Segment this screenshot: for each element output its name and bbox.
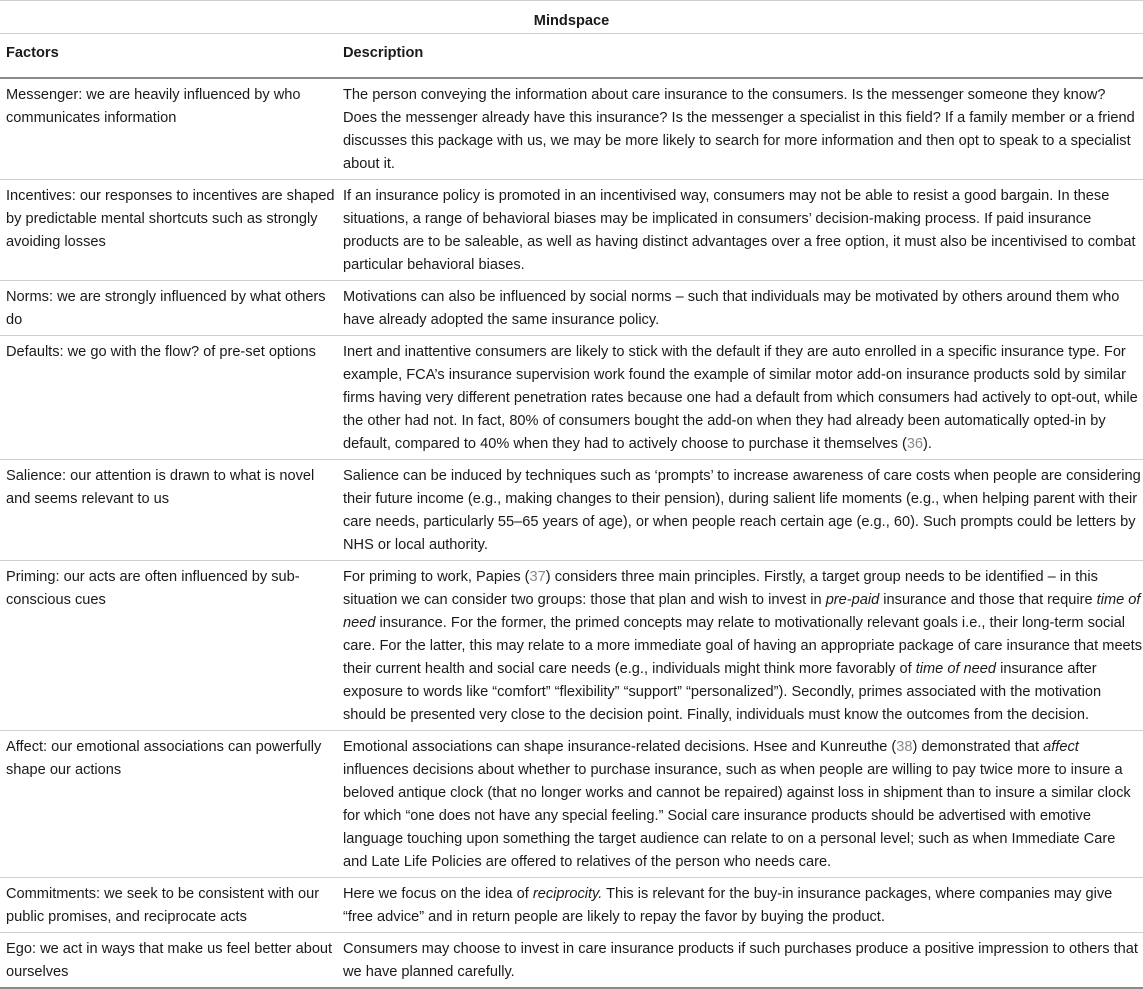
table-row (0, 877, 1143, 932)
description-text: insurance and those that require (879, 591, 1097, 608)
description-cell (335, 730, 1143, 877)
table-header-row (0, 34, 1143, 78)
emphasis-text: reciprocity. (532, 885, 603, 902)
description-text: Consumers may choose to invest in care insurance products if such purchases produce a positive impression to others that we have planned carefully. (343, 940, 1138, 980)
description-text: This is relevant for the buy-in insurance packages, where companies may give “free advice” and in return people are likely to repay the favor by buying the product. (343, 885, 1113, 925)
table-row (0, 78, 1143, 180)
description-cell (335, 280, 1143, 335)
table-row (0, 730, 1143, 877)
emphasis-text: time of need (915, 660, 997, 677)
description-text: ). (923, 435, 932, 452)
factor-cell: Defaults: we go with the flow? of pre-set options (6, 343, 316, 360)
description-cell (335, 932, 1143, 988)
factor-cell: Norms: we are strongly influenced by what others do (6, 288, 326, 328)
header-factors: Factors (0, 34, 335, 78)
description-text: insurance after exposure to words like “comfort” “flexibility” “support” “personalized”). Secondly, primes associated with the motivation should be presented very close to the decision point. Finally, individuals must know the outcomes from the decision. (343, 660, 1102, 723)
emphasis-text: affect (1043, 738, 1079, 755)
table-title: Mindspace (0, 1, 1143, 34)
description-text: Motivations can also be influenced by social norms – such that individuals may be motivated by others around them who have already adopted the same insurance policy. (343, 288, 1120, 328)
description-text: Here we focus on the idea of (343, 885, 533, 902)
factor-cell: Commitments: we seek to be consistent with our public promises, and reciprocate acts (6, 885, 320, 925)
description-cell (335, 335, 1143, 459)
description-text: Emotional associations can shape insurance-related decisions. Hsee and Kunreuthe ( (343, 738, 897, 755)
description-text: Salience can be induced by techniques such as ‘prompts’ to increase awareness of care costs when people are considering their future income (e.g., making changes to their pension), during salient life moments (e.g., when helping parent with their care needs, particularly 55–65 years of age), or when people reach certain age (e.g., 60). Such prompts could be letters by NHS or local authority. (343, 467, 1141, 553)
table-row (0, 280, 1143, 335)
emphasis-text: pre-paid (825, 591, 880, 608)
description-text: Inert and inattentive consumers are likely to stick with the default if they are auto enrolled in a specific insurance type. For example, FCA’s insurance supervision work found the example of similar motor add-on insurance products sold by similar firms having very different penetration rates because one had a default from which consumers had actively to opt-out, while the other had not. In fact, 80% of consumers bought the add-on when they had already been automatically opted-in by default, compared to 40% when they had to actively choose to purchase it themselves ( (343, 343, 1138, 452)
reference-link[interactable]: 37 (529, 568, 546, 585)
factor-cell: Priming: our acts are often influenced by sub-conscious cues (6, 568, 300, 608)
description-text: For priming to work, Papies ( (343, 568, 530, 585)
description-text: ) demonstrated that (912, 738, 1044, 755)
description-text: influences decisions about whether to purchase insurance, such as when people are willing to pay twice more to insure a beloved antique clock (that no longer works and cannot be repaired) against loss in shipment than to insure a similar clock for which “one does not have any special feeling.” Social care insurance products should be advertised with emotive language touching upon something the target audience can relate to on a personal level; such as when Immediate Care and Late Life Policies are offered to relatives of the person who needs care. (343, 761, 1131, 870)
description-cell (335, 459, 1143, 560)
factor-cell: Incentives: our responses to incentives are shaped by predictable mental shortcuts such as strongly avoiding losses (6, 187, 335, 250)
emphasis-text: time of need (343, 591, 1141, 631)
description-text: ) considers three main principles. Firstly, a target group needs to be identified – in this situation we can consider two groups: those that plan and wish to invest in (343, 568, 1098, 608)
factor-cell: Salience: our attention is drawn to what is novel and seems relevant to us (6, 467, 315, 507)
table-row (0, 932, 1143, 988)
table-row (0, 459, 1143, 560)
factor-cell: Ego: we act in ways that make us feel better about ourselves (6, 940, 333, 980)
factor-cell: Messenger: we are heavily influenced by who communicates information (6, 86, 301, 126)
description-cell (335, 179, 1143, 280)
description-cell (335, 877, 1143, 932)
table-row (0, 179, 1143, 280)
reference-link[interactable]: 36 (906, 435, 924, 452)
factor-cell: Affect: our emotional associations can powerfully shape our actions (6, 738, 322, 778)
description-text: If an insurance policy is promoted in an incentivised way, consumers may not be able to resist a good bargain. In these situations, a range of behavioral biases may be implicated in consumers’ decision-making process. If paid insurance products are to be saleable, as well as having distinct advantages over a free option, it must also be incentivised to combat particular behavioral biases. (343, 187, 1136, 273)
header-description: Description (335, 34, 1143, 78)
description-text: insurance. For the former, the primed concepts may relate to motivationally relevant goals i.e., their long-term social care. For the latter, this may relate to a more immediate goal of having an appropriate package of care insurance that meets their current health and social care needs (e.g., individuals might think more favorably of (343, 614, 1143, 677)
description-text: The person conveying the information about care insurance to the consumers. Is the messenger someone they know? Does the messenger already have this insurance? Is the messenger a specialist in this field? If a family member or a friend discusses this package with us, we may be more likely to search for more information and then opt to speak to a specialist about it. (343, 86, 1135, 172)
table-row (0, 335, 1143, 459)
table-title-row (0, 1, 1143, 34)
description-cell (335, 78, 1143, 180)
table-row (0, 560, 1143, 730)
reference-link[interactable]: 38 (896, 738, 913, 755)
description-cell (335, 560, 1143, 730)
